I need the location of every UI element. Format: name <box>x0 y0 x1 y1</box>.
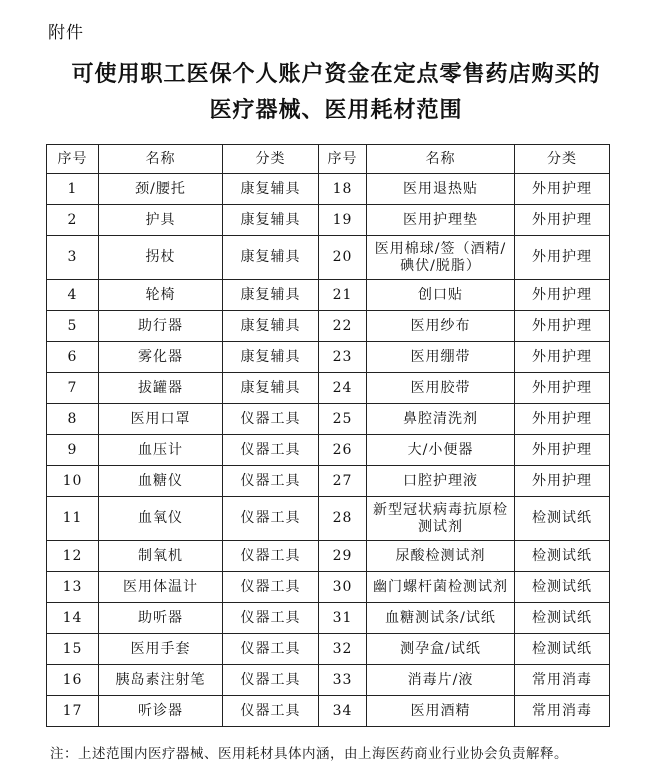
cell-index-left: 13 <box>47 572 99 603</box>
table-row <box>47 696 610 727</box>
cell-category-left: 仪器工具 <box>223 696 319 727</box>
cell-category-left: 康复辅具 <box>223 373 319 404</box>
cell-index-right: 27 <box>319 466 367 497</box>
table-row <box>47 466 610 497</box>
table-row <box>47 174 610 205</box>
cell-name-left: 医用体温计 <box>99 572 223 603</box>
cell-category-right: 外用护理 <box>515 205 610 236</box>
cell-name-left: 听诊器 <box>99 696 223 727</box>
cell-category-right: 检测试纸 <box>515 603 610 634</box>
table-header-row <box>47 145 610 174</box>
cell-name-left: 轮椅 <box>99 280 223 311</box>
cell-category-left: 康复辅具 <box>223 205 319 236</box>
document-title-line-2: 医疗器械、医用耗材范围 <box>209 98 463 123</box>
cell-category-right: 外用护理 <box>515 404 610 435</box>
cell-name-right: 口腔护理液 <box>367 466 515 497</box>
cell-category-right: 检测试纸 <box>515 572 610 603</box>
cell-category-right: 检测试纸 <box>515 634 610 665</box>
table-row <box>47 311 610 342</box>
cell-category-right: 外用护理 <box>515 236 610 280</box>
cell-name-right: 大/小便器 <box>367 435 515 466</box>
attachment-label: 附件 <box>48 23 84 43</box>
cell-category-left: 康复辅具 <box>223 174 319 205</box>
cell-name-right: 幽门螺杆菌检测试剂 <box>367 572 515 603</box>
table-row <box>47 665 610 696</box>
cell-index-left: 11 <box>47 497 99 541</box>
cell-name-left: 医用手套 <box>99 634 223 665</box>
cell-index-left: 5 <box>47 311 99 342</box>
cell-index-right: 18 <box>319 174 367 205</box>
table-row <box>47 236 610 280</box>
cell-index-right: 33 <box>319 665 367 696</box>
table-row <box>47 541 610 572</box>
cell-index-left: 14 <box>47 603 99 634</box>
cell-index-right: 31 <box>319 603 367 634</box>
cell-name-right: 新型冠状病毒抗原检测试剂 <box>367 497 515 541</box>
cell-category-left: 仪器工具 <box>223 541 319 572</box>
cell-index-left: 1 <box>47 174 99 205</box>
cell-name-right: 医用退热贴 <box>367 174 515 205</box>
cell-index-right: 22 <box>319 311 367 342</box>
cell-name-right: 消毒片/液 <box>367 665 515 696</box>
table-row <box>47 205 610 236</box>
table-row <box>47 572 610 603</box>
cell-category-left: 康复辅具 <box>223 236 319 280</box>
header-category-right: 分类 <box>515 145 610 174</box>
cell-category-right: 检测试纸 <box>515 541 610 572</box>
cell-category-left: 仪器工具 <box>223 665 319 696</box>
cell-name-left: 颈/腰托 <box>99 174 223 205</box>
cell-index-left: 2 <box>47 205 99 236</box>
cell-category-right: 外用护理 <box>515 174 610 205</box>
table-row <box>47 280 610 311</box>
cell-index-left: 9 <box>47 435 99 466</box>
cell-name-left: 胰岛素注射笔 <box>99 665 223 696</box>
cell-name-left: 雾化器 <box>99 342 223 373</box>
cell-name-left: 血压计 <box>99 435 223 466</box>
cell-name-left: 血糖仪 <box>99 466 223 497</box>
cell-index-right: 34 <box>319 696 367 727</box>
cell-name-right: 鼻腔清洗剂 <box>367 404 515 435</box>
cell-name-left: 拐杖 <box>99 236 223 280</box>
cell-category-left: 康复辅具 <box>223 311 319 342</box>
cell-name-left: 拔罐器 <box>99 373 223 404</box>
cell-category-right: 常用消毒 <box>515 665 610 696</box>
header-index-right: 序号 <box>319 145 367 174</box>
cell-category-right: 外用护理 <box>515 373 610 404</box>
cell-index-right: 26 <box>319 435 367 466</box>
cell-index-right: 19 <box>319 205 367 236</box>
cell-index-right: 23 <box>319 342 367 373</box>
cell-name-left: 助听器 <box>99 603 223 634</box>
cell-name-left: 血氧仪 <box>99 497 223 541</box>
cell-category-right: 检测试纸 <box>515 497 610 541</box>
cell-name-right: 尿酸检测试剂 <box>367 541 515 572</box>
cell-name-right: 医用棉球/签（酒精/碘伏/脱脂） <box>367 236 515 280</box>
cell-index-left: 6 <box>47 342 99 373</box>
table-row <box>47 603 610 634</box>
cell-index-right: 32 <box>319 634 367 665</box>
header-name-left: 名称 <box>99 145 223 174</box>
cell-name-right: 测孕盒/试纸 <box>367 634 515 665</box>
cell-category-right: 外用护理 <box>515 435 610 466</box>
cell-category-right: 外用护理 <box>515 280 610 311</box>
cell-name-right: 创口贴 <box>367 280 515 311</box>
cell-name-right: 医用护理垫 <box>367 205 515 236</box>
cell-category-right: 外用护理 <box>515 466 610 497</box>
table-row <box>47 342 610 373</box>
cell-name-right: 医用纱布 <box>367 311 515 342</box>
cell-category-left: 仪器工具 <box>223 435 319 466</box>
cell-name-left: 医用口罩 <box>99 404 223 435</box>
cell-category-left: 仪器工具 <box>223 572 319 603</box>
cell-name-right: 血糖测试条/试纸 <box>367 603 515 634</box>
cell-index-left: 3 <box>47 236 99 280</box>
table-row <box>47 497 610 541</box>
header-name-right: 名称 <box>367 145 515 174</box>
cell-index-left: 12 <box>47 541 99 572</box>
cell-name-left: 制氧机 <box>99 541 223 572</box>
cell-category-left: 仪器工具 <box>223 404 319 435</box>
scope-table <box>46 144 610 727</box>
cell-name-right: 医用胶带 <box>367 373 515 404</box>
cell-name-left: 助行器 <box>99 311 223 342</box>
cell-index-left: 16 <box>47 665 99 696</box>
cell-category-left: 仪器工具 <box>223 634 319 665</box>
cell-category-right: 常用消毒 <box>515 696 610 727</box>
cell-category-left: 仪器工具 <box>223 603 319 634</box>
cell-index-right: 21 <box>319 280 367 311</box>
cell-name-right: 医用酒精 <box>367 696 515 727</box>
cell-index-right: 25 <box>319 404 367 435</box>
table-body <box>47 174 610 727</box>
table-row <box>47 404 610 435</box>
cell-index-left: 4 <box>47 280 99 311</box>
cell-index-left: 10 <box>47 466 99 497</box>
header-index-left: 序号 <box>47 145 99 174</box>
cell-name-right: 医用绷带 <box>367 342 515 373</box>
header-category-left: 分类 <box>223 145 319 174</box>
cell-category-left: 仪器工具 <box>223 466 319 497</box>
cell-index-right: 28 <box>319 497 367 541</box>
cell-index-right: 30 <box>319 572 367 603</box>
table-row <box>47 373 610 404</box>
cell-index-right: 29 <box>319 541 367 572</box>
footnote: 注：上述范围内医疗器械、医用耗材具体内涵，由上海医药商业行业协会负责解释。 <box>50 746 568 762</box>
cell-category-right: 外用护理 <box>515 311 610 342</box>
cell-category-left: 康复辅具 <box>223 280 319 311</box>
cell-index-left: 17 <box>47 696 99 727</box>
document-title-line-1: 可使用职工医保个人账户资金在定点零售药店购买的 <box>71 62 601 87</box>
cell-category-left: 仪器工具 <box>223 497 319 541</box>
cell-name-left: 护具 <box>99 205 223 236</box>
cell-index-left: 7 <box>47 373 99 404</box>
table-row <box>47 435 610 466</box>
cell-index-left: 8 <box>47 404 99 435</box>
cell-category-left: 康复辅具 <box>223 342 319 373</box>
table-row <box>47 634 610 665</box>
cell-index-left: 15 <box>47 634 99 665</box>
cell-index-right: 20 <box>319 236 367 280</box>
cell-category-right: 外用护理 <box>515 342 610 373</box>
cell-index-right: 24 <box>319 373 367 404</box>
